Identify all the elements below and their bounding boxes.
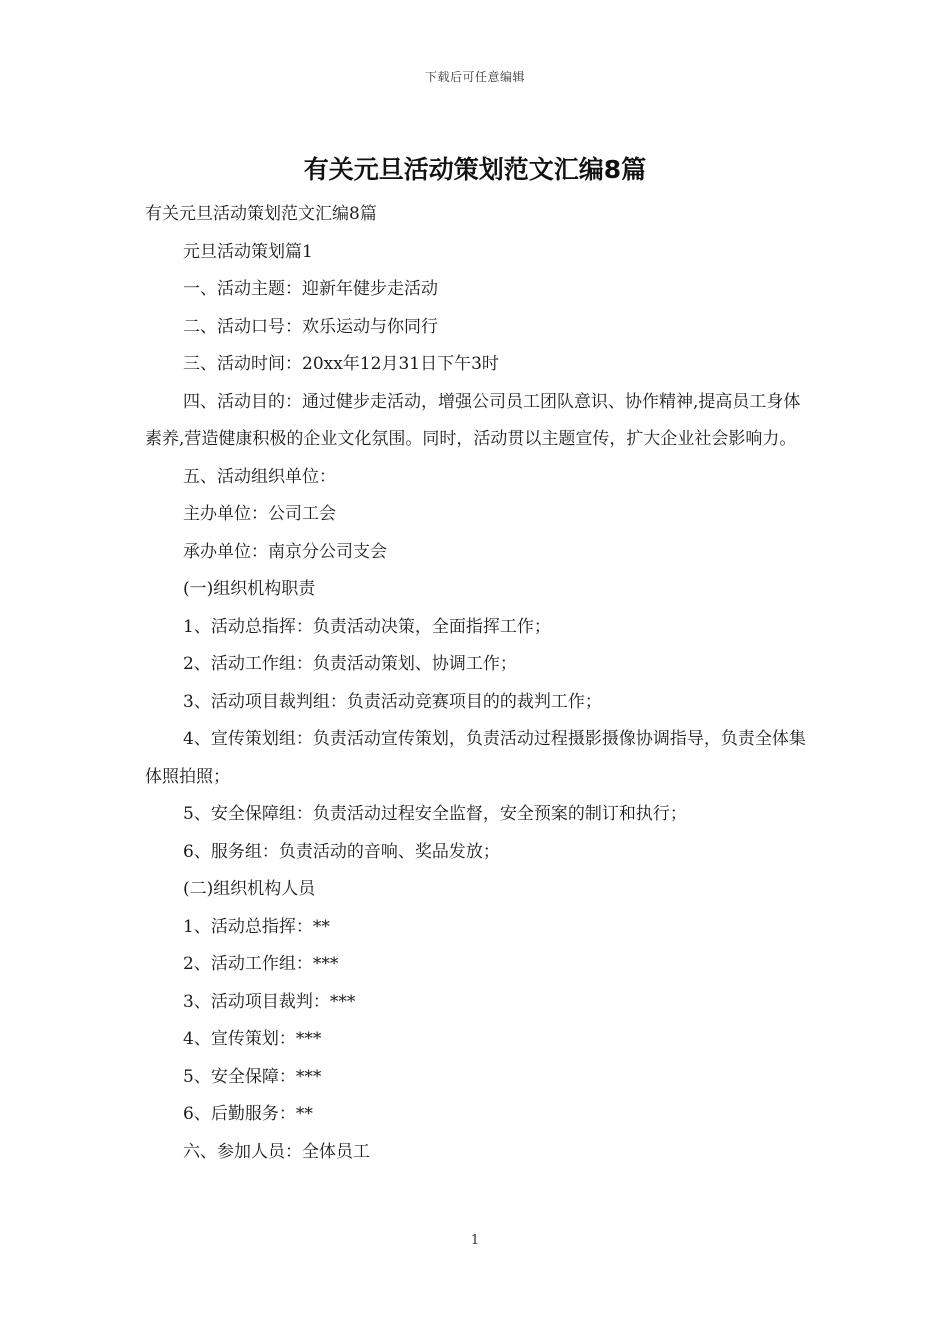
page-header-note: 下载后可任意编辑 bbox=[424, 70, 525, 84]
body-paragraph: 五、活动组织单位： bbox=[183, 466, 336, 487]
body-paragraph: 一、活动主题：迎新年健步走活动 bbox=[183, 279, 438, 299]
document-subtitle: 有关元旦活动策划范文汇编8篇 bbox=[145, 204, 377, 224]
body-paragraph: 元旦活动策划篇1 bbox=[183, 241, 313, 262]
body-paragraph: 承办单位：南京分公司支会 bbox=[183, 541, 387, 562]
body-paragraph: 1、活动总指挥：负责活动决策，全面指挥工作； bbox=[183, 616, 551, 637]
page-number: 1 bbox=[470, 1233, 480, 1248]
body-paragraph: (二)组织机构人员 bbox=[183, 879, 316, 899]
body-paragraph: 6、服务组：负责活动的音响、奖品发放； bbox=[183, 841, 500, 862]
document-title: 有关元旦活动策划范文汇编8篇 bbox=[303, 155, 647, 184]
body-paragraph: 3、活动项目裁判组：负责活动竞赛项目的的裁判工作； bbox=[183, 691, 602, 712]
body-paragraph: 5、安全保障：*** bbox=[183, 1066, 322, 1087]
body-paragraph: 5、安全保障组：负责活动过程安全监督，安全预案的制订和执行； bbox=[183, 804, 687, 824]
body-paragraph: 三、活动时间：20xx年12月31日下午3时 bbox=[183, 354, 499, 374]
body-paragraph: 6、后勤服务：** bbox=[183, 1104, 313, 1124]
body-paragraph: 四、活动目的：通过健步走活动，增强公司员工团队意识、协作精神,提高员工身体素养,营造健康积极的企业文化氛围。同时，活动贯以主题宣传，扩大企业社会影响力。 bbox=[145, 391, 801, 449]
body-paragraph: 六、参加人员：全体员工 bbox=[183, 1141, 370, 1162]
document-body bbox=[145, 196, 807, 1171]
body-paragraph: 2、活动工作组：负责活动策划、协调工作； bbox=[183, 654, 517, 674]
body-paragraph: 2、活动工作组：*** bbox=[183, 954, 339, 974]
body-paragraph: 1、活动总指挥：** bbox=[183, 916, 330, 937]
body-paragraph: 二、活动口号：欢乐运动与你同行 bbox=[183, 316, 438, 337]
body-paragraph: 4、宣传策划组：负责活动宣传策划，负责活动过程摄影摄像协调指导，负责全体集体照拍照； bbox=[145, 729, 806, 787]
body-paragraph: 4、宣传策划：*** bbox=[183, 1029, 322, 1049]
body-paragraph: 主办单位：公司工会 bbox=[183, 504, 336, 524]
body-paragraph: (一)组织机构职责 bbox=[183, 579, 316, 599]
body-paragraph: 3、活动项目裁判：*** bbox=[183, 991, 356, 1012]
